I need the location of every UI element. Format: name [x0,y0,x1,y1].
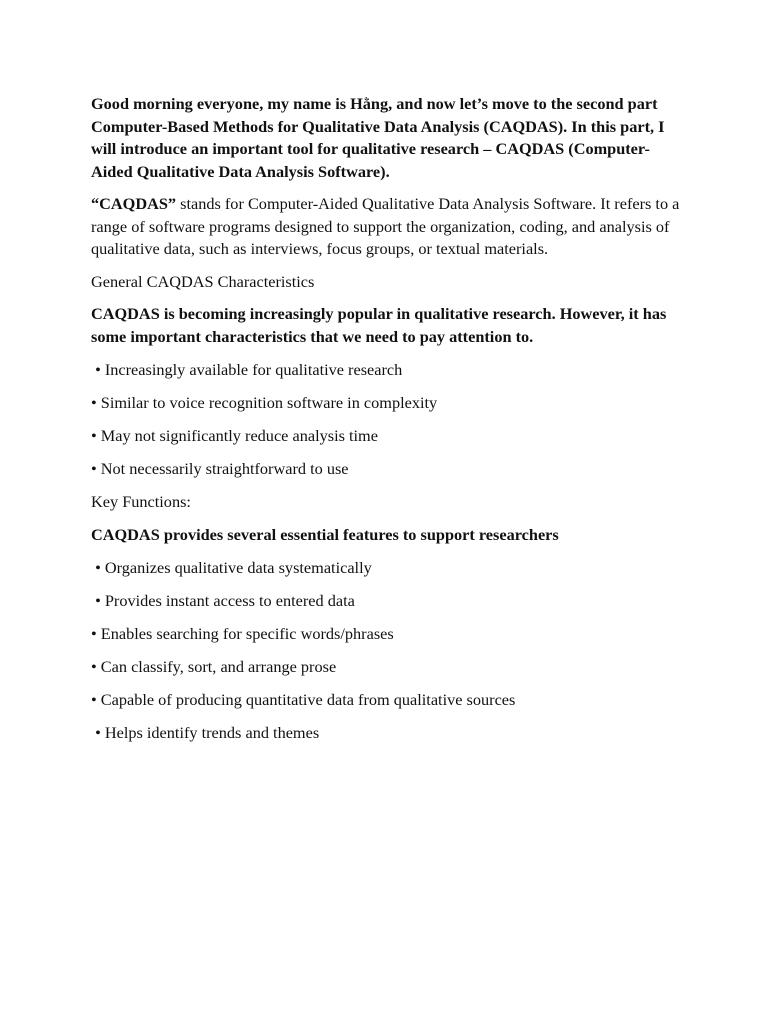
characteristics-item-4: • Not necessarily straightforward to use [91,458,349,478]
functions-lead: CAQDAS provides several essential features to support researchers [91,524,559,544]
definition-term: “CAQDAS” [91,194,177,213]
functions-item-4: • Can classify, sort, and arrange prose [91,656,337,676]
document-page [91,93,691,744]
functions-heading: Key Functions: [91,491,191,511]
functions-item-6: • Helps identify trends and themes [91,722,320,742]
definition-text: stands for Computer-Aided Qualitative Data Analysis Software. It refers to a range of software programs designed to support the organization, coding, and analysis of qualitative data, such as interviews, focus groups, or textual materials. [91,194,680,258]
characteristics-item-2: • Similar to voice recognition software in complexity [91,392,438,412]
characteristics-heading: General CAQDAS Characteristics [91,271,315,291]
functions-item-2: • Provides instant access to entered data [91,590,355,610]
characteristics-item-1: • Increasingly available for qualitative research [91,359,403,379]
functions-item-1: • Organizes qualitative data systematically [91,557,372,577]
functions-item-3: • Enables searching for specific words/phrases [91,623,394,643]
functions-item-5: • Capable of producing quantitative data from qualitative sources [91,689,516,709]
characteristics-item-3: • May not significantly reduce analysis time [91,425,378,445]
definition-paragraph [91,193,691,261]
intro-paragraph: Good morning everyone, my name is Hằng, and now let’s move to the second part Computer-Based Methods for Qualitative Data Analysis (CAQDAS). In this part, I will introduce an important tool for qualitative research – CAQDAS (Computer-Aided Qualitative Data Analysis Software). [91,94,665,181]
characteristics-lead: CAQDAS is becoming increasingly popular in qualitative research. However, it has some important characteristics that we need to pay attention to. [91,304,667,346]
